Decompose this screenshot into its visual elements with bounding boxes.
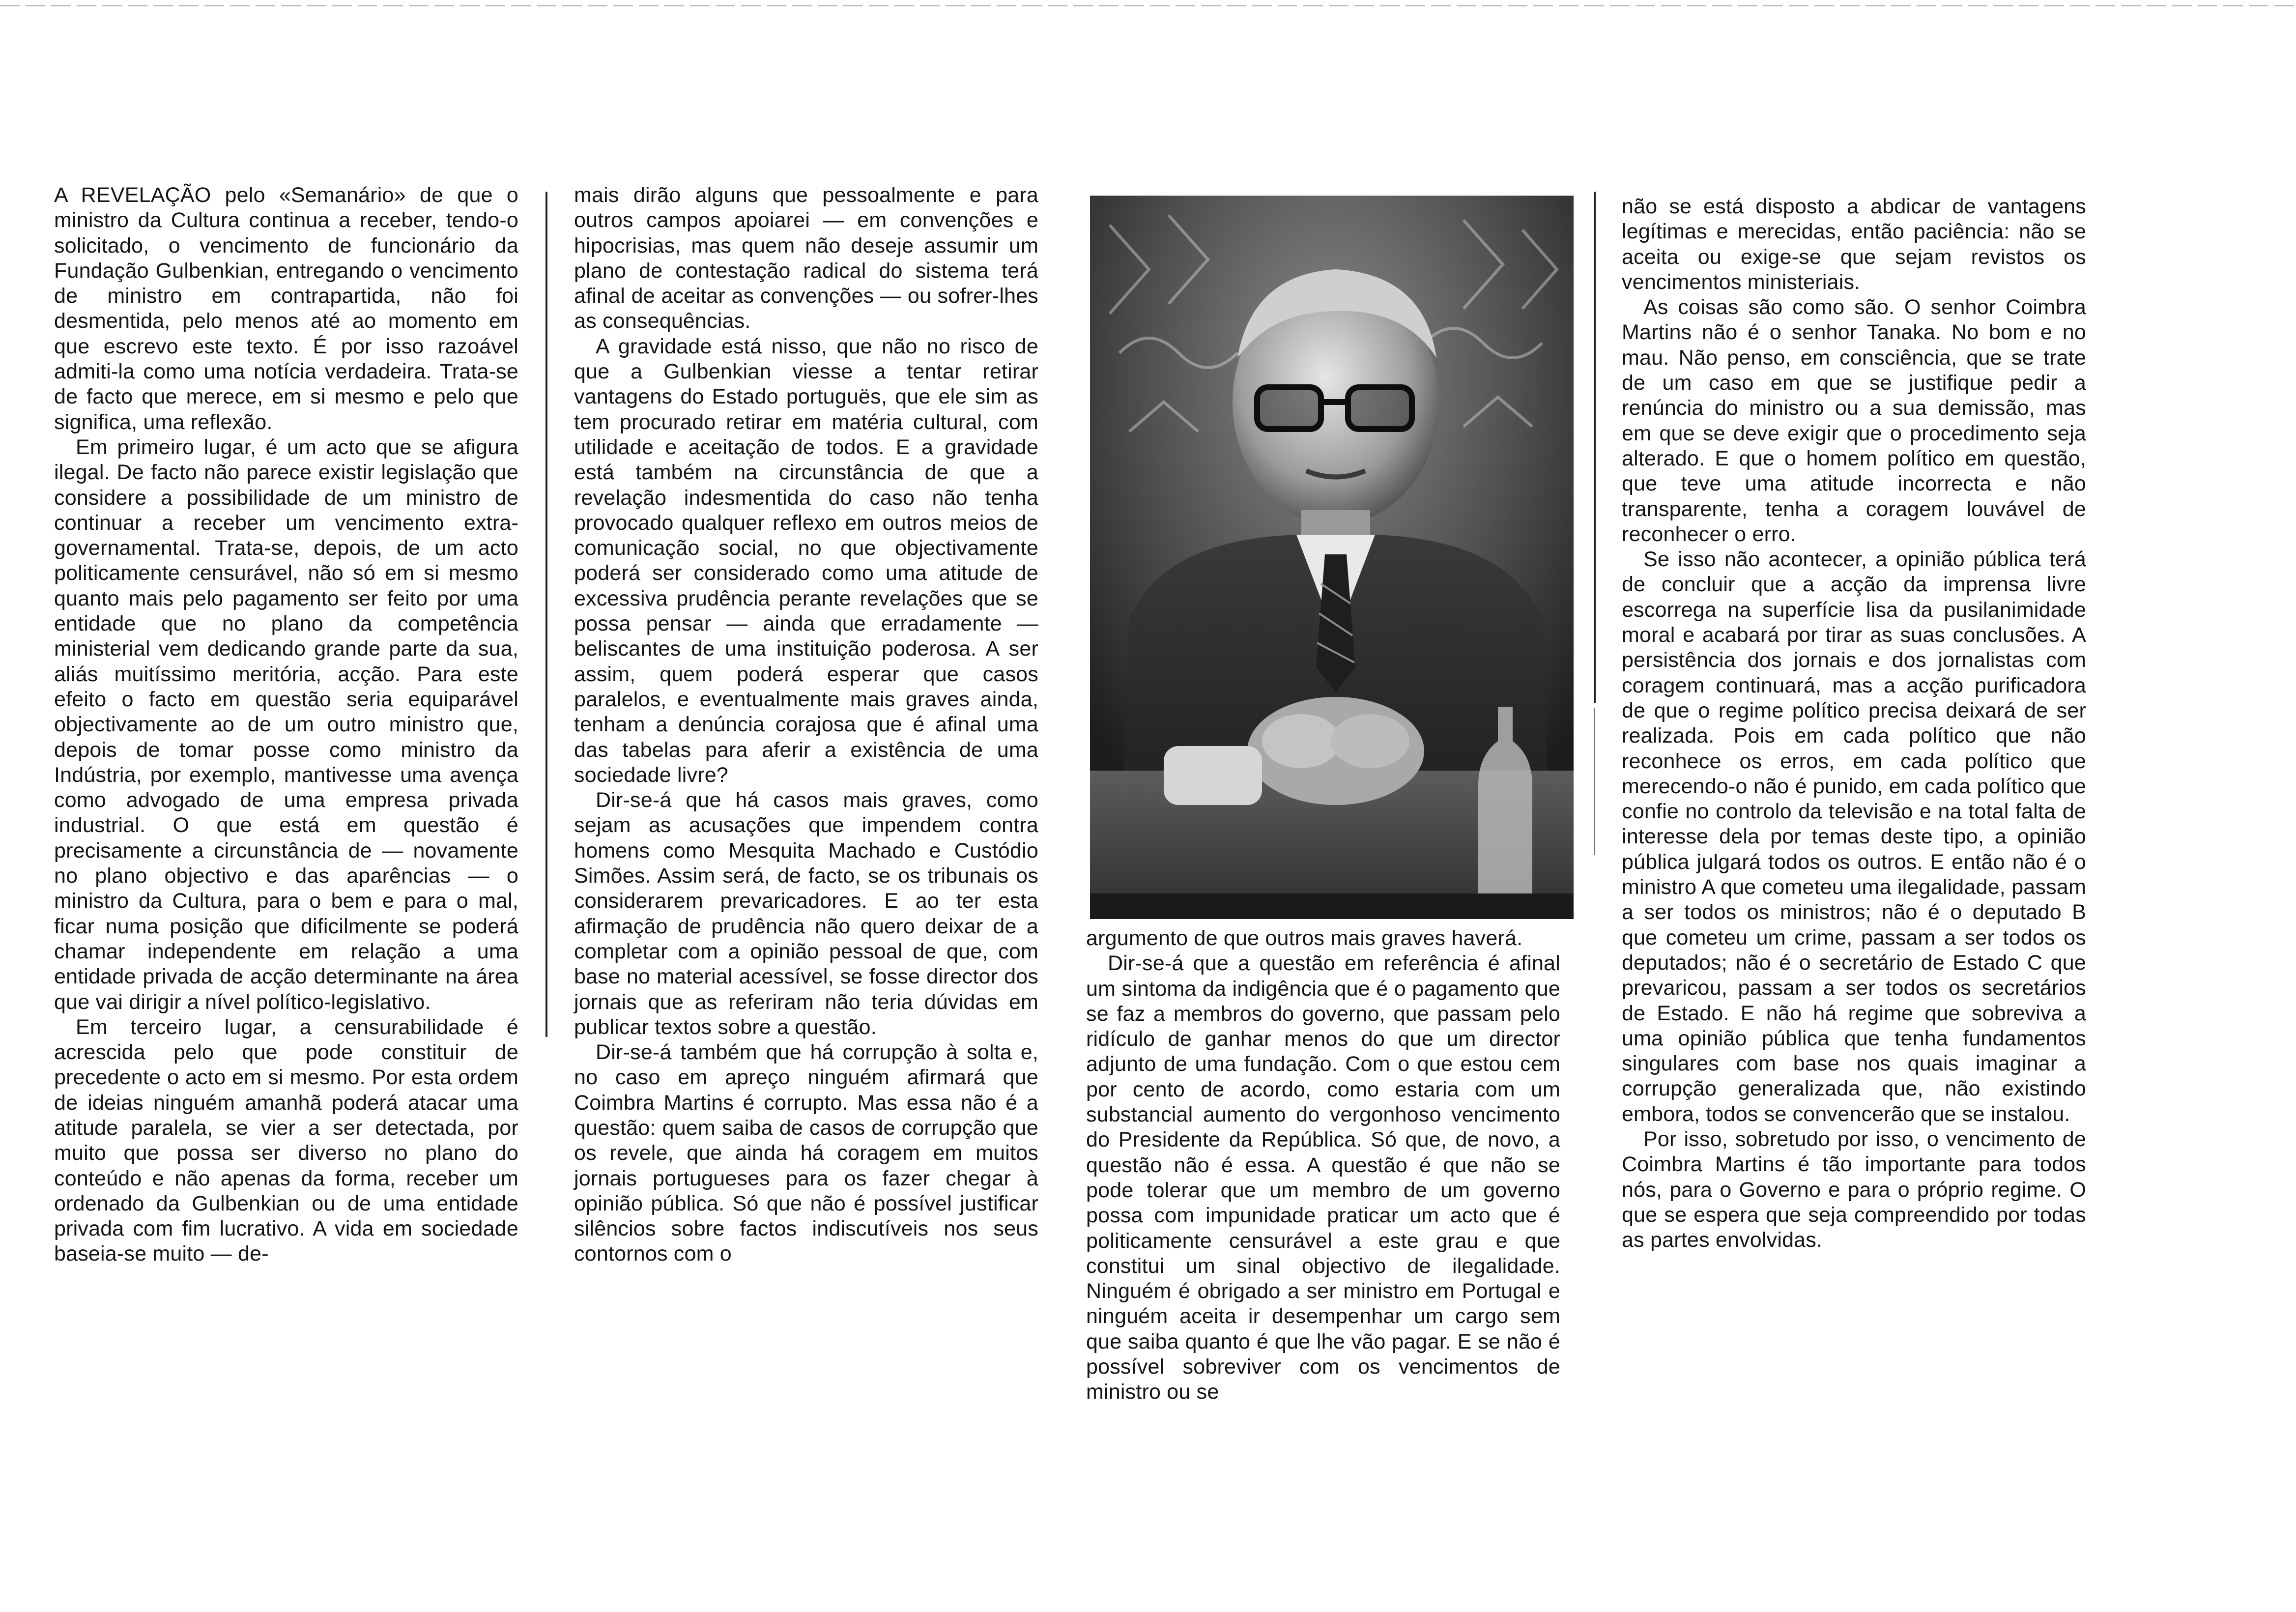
paragraph: Dir-se-á que há casos mais graves, como sejam as acusações que impendem contra homens como Mesquita Machado e Custódio Simões. Assim será, de facto, se os tribunais os considerarem prevaricadores. E ao ter esta afirmação de prudência não quero deixar de a completar com a opinião pessoal de que, com base no material acessível, se fosse director dos jornais que as referiram não teria dúvidas em publicar textos sobre a questão. (574, 788, 1038, 1039)
paragraph: A REVELAÇÃO pelo «Semanário» de que o ministro da Cultura continua a receber, tendo-o solicitado, o vencimento de funcionário da Fundação Gulbenkian, entregando o vencimento de ministro em contrapartida, não foi desmentida, pelo menos até ao momento em que escrevo este texto. É por isso razoável admiti-la como uma notícia verdadeira. Trata-se de facto que merece, em si mesmo e pelo que significa, uma reflexão. (54, 183, 518, 434)
paragraph: Dir-se-á também que há corrupção à solta e, no caso em apreço ninguém afirmará que Coimbra Martins é corrupto. Mas essa não é a questão: quem saiba de casos de corrupção que os revele, que ainda há coragem em muitos jornais portugueses para os fazer chegar à opinião pública. Só que não é possível justificar silêncios sobre factos indiscutíveis nos seus contornos com o (574, 1040, 1038, 1266)
paragraph: As coisas são como são. O senhor Coimbra Martins não é o senhor Tanaka. No bom e no mau. Não penso, em consciência, que se trate de um caso em que se justifique pedir a renúncia do ministro ou a sua demissão, mas em que se deve exigir que o procedimento seja alterado. E que o homem político em questão, que teve uma atitude incorrecta e não transparente, tenha a coragem louvável de reconhecer o erro. (1622, 295, 2086, 546)
paragraph: Se isso não acontecer, a opinião pública terá de concluir que a acção da imprensa livre escorrega na superfície lisa da pusilanimidade moral e acabará por tirar as suas conclusões. A persistência dos jornais e dos jornalistas com coragem continuará, mas a acção purificadora de que o regime político precisa deixará de ser realizada. Pois em cada político que não reconhece os erros, em cada político que merecendo-o não é punido, em cada político que confie no controlo da televisão e na total falta de interesse dela por temas deste tipo, a opinião pública julgará todos os outros. E então não é o ministro A que cometeu uma ilegalidade, passam a ser todos os ministros; não é o deputado B que cometeu um crime, passam a ser todos os deputados; não é o secretário de Estado C que prevaricou, passam a ser todos os secretários de Estado. E não há regime que sobreviva a uma opinião pública que tenha fundamentos singulares com base nos quais imaginar a corrupção generalizada que, não existindo embora, todos se convencerão que se instalou. (1622, 547, 2086, 1126)
paragraph: Em terceiro lugar, a censurabilidade é acrescida pelo que pode constituir de precedente o acto em si mesmo. Por esta ordem de ideias ninguém amanhã poderá atacar uma atitude paralela, se vier a ser detectada, por muito que possa ser diverso no plano do conteúdo e não apenas da forma, receber um ordenado da Gulbenkian ou de uma entidade privada com fim lucrativo. A vida em sociedade baseia-se muito — de- (54, 1015, 518, 1266)
paragraph: não se está disposto a abdicar de vantagens legítimas e merecidas, então paciência: não se aceita ou exige-se que sejam revistos os vencimentos ministeriais. (1622, 195, 2086, 294)
paragraph: Dir-se-á que a questão em referência é afinal um sintoma da indigência que é o pagamento que se faz a membros do governo, que passam pelo ridículo de ganhar menos do que um director adjunto de uma fundação. Com o que estou cem por cento de acordo, como estaria com um substancial aumento do vergonhoso vencimento do Presidente da República. Só que, de novo, a questão não é essa. A questão é que não se pode tolerar que um membro de um governo possa com impunidade praticar um acto que é politicamente censurável a este grau e que constitui um sinal objectivo de ilegalidade. Ninguém é obrigado a ser ministro em Portugal e ninguém aceita ir desempenhar um cargo sem que saiba quanto é que lhe vão pagar. E se não é possível sobreviver com os vencimentos de ministro ou se (1086, 951, 1560, 1404)
portrait-photo-image (1090, 196, 1574, 919)
column-divider-faint (1594, 708, 1595, 855)
article-column-2 (574, 183, 1038, 1267)
paragraph: Em primeiro lugar, é um acto que se afigura ilegal. De facto não parece existir legislação que considere a possibilidade de um ministro de continuar a receber um vencimento extra-governamental. Trata-se, depois, de um acto politicamente censurável, não só em si mesmo quanto mais pelo pagamento ser feito por uma entidade que no plano da competência ministerial vem dedicando grande parte da sua, aliás muitíssimo meritória, acção. Para este efeito o facto em questão seria equiparável objectivamente ao de um outro ministro que, depois de tomar posse como ministro da Indústria, por exemplo, mantivesse uma avença como advogado de uma empresa privada industrial. O que está em questão é precisamente a circunstância de — novamente no plano objectivo e das aparências — o ministro da Cultura, para o bem e para o mal, ficar numa posição que dificilmente se poderá chamar independente em relação a uma entidade privada de acção determinante na área que vai dirigir a nível político-legislativo. (54, 435, 518, 1014)
paragraph: Por isso, sobretudo por isso, o vencimento de Coimbra Martins é tão importante para todos nós, para o Governo e para o próprio regime. O que se espera que seja compreendido por todas as partes envolvidas. (1622, 1127, 2086, 1252)
paragraph: A gravidade está nisso, que não no risco de que a Gulbenkian viesse a tentar retirar vantagens do Estado portuguës, que ele sim as tem procurado retirar em matéria cultural, com utilidade e aceitação de todos. E a gravidade está também na circunstância de que a revelação indesmentida do caso não tenha provocado qualquer reflexo em outros meios de comunicação social, no que objectivamente poderá ser considerado como uma atitude de excessiva prudência perante revelações que se possa pensar — ainda que erradamente — beliscantes de uma instituição poderosa. A ser assim, quem poderá esperar que casos paralelos, e eventualmente mais graves ainda, tenham a denúncia corajosa que é afinal uma das tabelas para aferir a existência de uma sociedade livre? (574, 334, 1038, 787)
column-divider (545, 192, 547, 1037)
paragraph: mais dirão alguns que pessoalmente e para outros campos apoiarei — em convenções e hipocrisias, mas quem não deseje assumir um plano de contestação radical do sistema terá afinal de aceitar as convenções — ou sofrer-lhes as consequências. (574, 183, 1038, 333)
article-column-4 (1622, 194, 2086, 1253)
paragraph: argumento de que outros mais graves haverá. (1086, 926, 1523, 950)
article-column-1 (54, 183, 518, 1267)
portrait-photo (1090, 196, 1574, 919)
column-divider (1594, 192, 1596, 703)
article-column-3 (1086, 926, 1560, 1405)
